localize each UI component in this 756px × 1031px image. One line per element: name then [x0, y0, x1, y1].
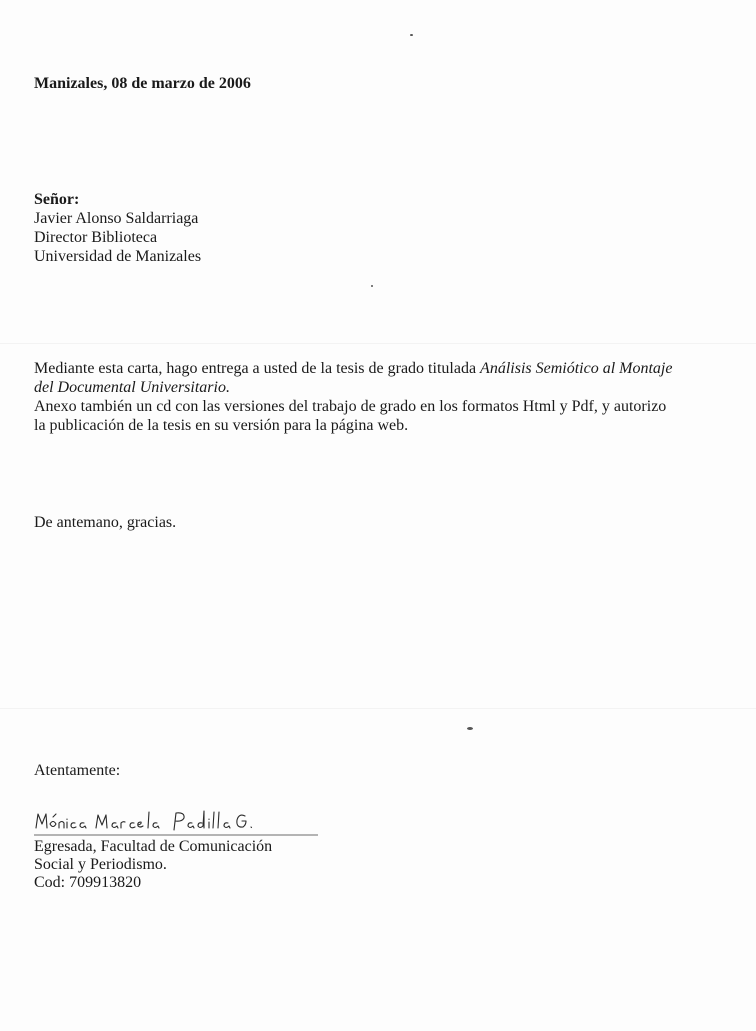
letter-body	[34, 359, 674, 435]
recipient-name: Javier Alonso Saldarriaga	[34, 210, 199, 227]
scan-speck	[467, 727, 473, 730]
body-intro: Mediante esta carta, hago entrega a usted de la tesis de grado titulada	[34, 360, 481, 377]
salutation: Señor:	[34, 191, 80, 208]
recipient-block	[34, 190, 201, 266]
signer-program: Social y Periodismo.	[34, 856, 167, 873]
signer-block	[34, 838, 272, 892]
closing-line: Atentamente:	[34, 762, 121, 779]
signature-drawing	[32, 806, 322, 840]
handwritten-signature	[32, 806, 322, 840]
thanks-line: De antemano, gracias.	[34, 514, 177, 531]
signer-role: Egresada, Facultad de Comunicación	[34, 838, 273, 855]
recipient-institution: Universidad de Manizales	[34, 248, 202, 265]
paper-fold-line	[0, 343, 756, 344]
recipient-position: Director Biblioteca	[34, 229, 158, 246]
scan-speck	[410, 34, 413, 36]
signer-code: Cod: 709913820	[34, 874, 142, 891]
body-annex: Anexo también un cd con las versiones del trabajo de grado en los formatos Html y Pdf, y autorizo la publicación de la tesis en su versión para la página web.	[34, 398, 667, 434]
thesis-title: Análisis Semiótico al Montaje del Documental Universitario.	[34, 360, 673, 396]
scan-speck	[371, 285, 373, 287]
paper-fold-line	[0, 708, 756, 709]
letter-date: Manizales, 08 de marzo de 2006	[34, 75, 251, 92]
